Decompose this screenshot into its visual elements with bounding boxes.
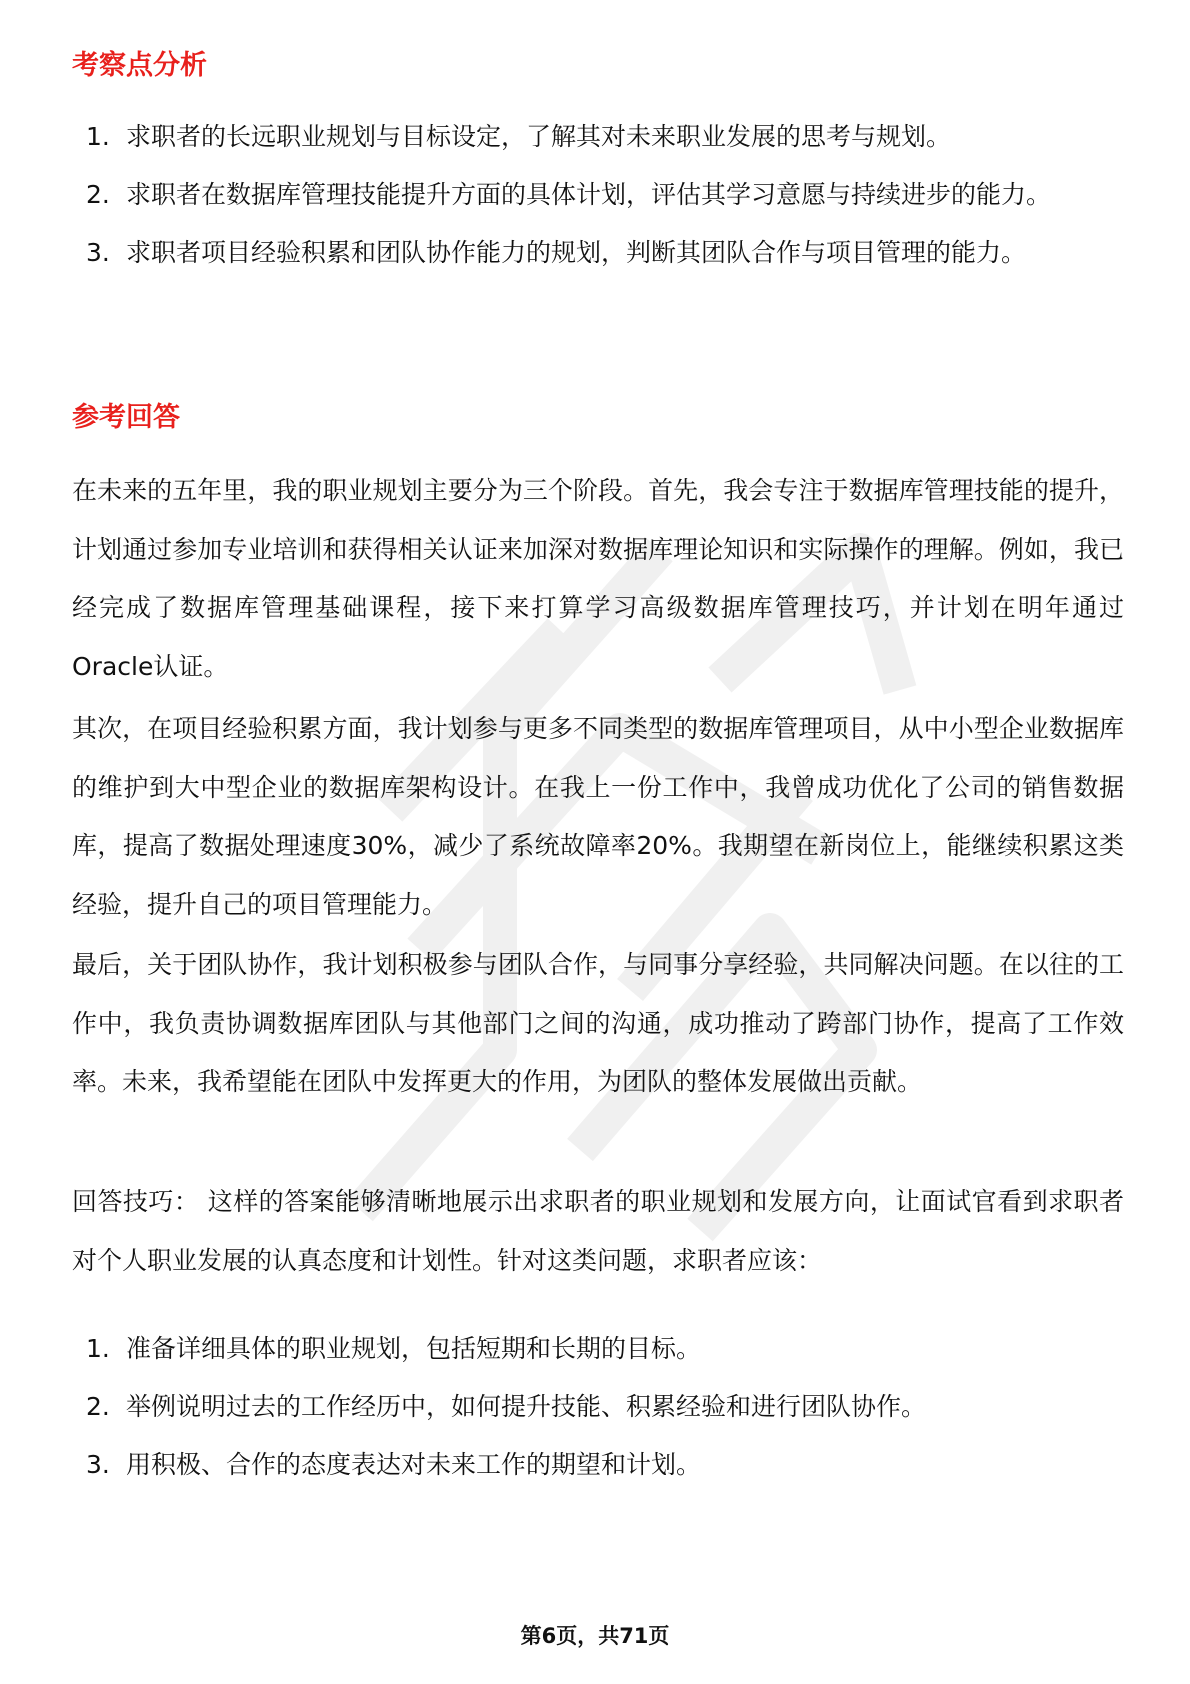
list-text: 举例说明过去的工作经历中，如何提升技能、积累经验和进行团队协作。 [126,1392,927,1421]
answer-paragraph-3: 最后，关于团队协作，我计划积极参与团队合作，与同事分享经验，共同解决问题。在以往的工作中，我负责协调数据库团队与其他部门之间的沟通，成功推动了跨部门协作，提高了工作效率。未来，我希望能在团队中发挥更大的作用，为团队的整体发展做出贡献。 [72,950,1124,1096]
list-item [72,166,1122,224]
list-number: 3. [86,1450,110,1479]
list-number: 2. [86,180,110,209]
list-text: 用积极、合作的态度表达对未来工作的期望和计划。 [126,1450,702,1479]
answer-paragraph-1: 在未来的五年里，我的职业规划主要分为三个阶段。首先，我会专注于数据库管理技能的提升，计划通过参加专业培训和获得相关认证来加深对数据库理论知识和实际操作的理解。例如，我已经完成了数据库管理基础课程，接下来打算学习高级数据库管理技巧，并计划在明年通过Oracle认证。 [72,476,1124,681]
answer-heading: 参考回答 [72,402,180,433]
list-item [72,1436,1122,1494]
analysis-heading: 考察点分析 [72,50,207,81]
list-number: 1. [86,122,110,151]
list-number: 1. [86,1334,110,1363]
list-number: 3. [86,238,110,267]
tips-paragraph: 回答技巧： 这样的答案能够清晰地展示出求职者的职业规划和发展方向，让面试官看到求职者对个人职业发展的认真态度和计划性。针对这类问题，求职者应该： [72,1187,1124,1275]
list-item [72,1378,1122,1436]
list-item [72,108,1122,166]
list-item [72,224,1122,282]
page-footer: 第6页，共71页 [520,1624,670,1648]
answer-paragraph-2: 其次，在项目经验积累方面，我计划参与更多不同类型的数据库管理项目，从中小型企业数据库的维护到大中型企业的数据库架构设计。在我上一份工作中，我曾成功优化了公司的销售数据库，提高了数据处理速度30%，减少了系统故障率20%。我期望在新岗位上，能继续积累这类经验，提升自己的项目管理能力。 [72,714,1124,919]
list-text: 求职者在数据库管理技能提升方面的具体计划，评估其学习意愿与持续进步的能力。 [126,180,1052,209]
tips-list [72,1320,1122,1494]
list-number: 2. [86,1392,110,1421]
list-item [72,1320,1122,1378]
list-text: 准备详细具体的职业规划，包括短期和长期的目标。 [126,1334,702,1363]
list-text: 求职者项目经验积累和团队协作能力的规划，判断其团队合作与项目管理的能力。 [126,238,1027,267]
analysis-list [72,108,1122,282]
list-text: 求职者的长远职业规划与目标设定，了解其对未来职业发展的思考与规划。 [126,122,952,151]
